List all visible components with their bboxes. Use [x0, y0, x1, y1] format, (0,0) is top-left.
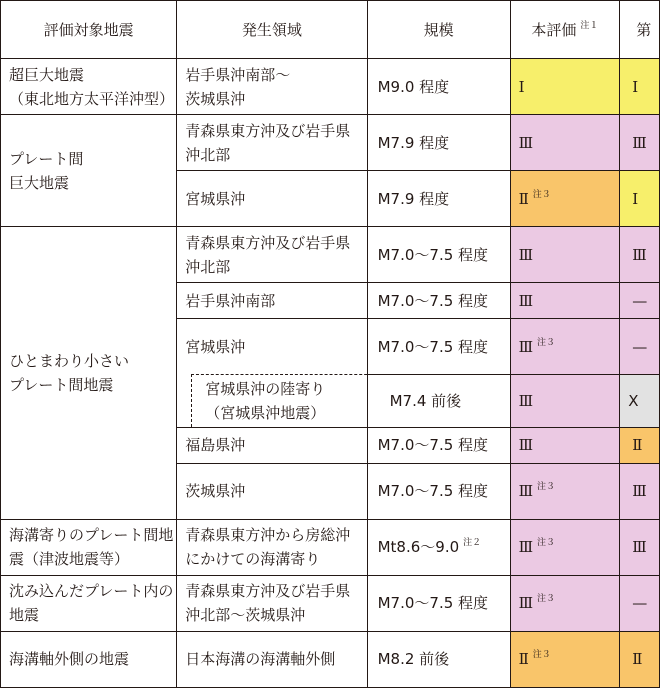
scale-cell: M8.2 前後 [367, 631, 510, 687]
eval-cell: Ⅲ $^{注3}$ [510, 463, 620, 519]
region-sub-cell [177, 375, 367, 428]
header-row [1, 1, 660, 59]
next-eval-cell: Ⅲ [620, 463, 660, 519]
header-eval [510, 1, 620, 59]
region-cell: 宮城県沖 [177, 319, 367, 375]
sub-region-label: 宮城県沖の陸寄り （宮城県沖地震） [205, 379, 326, 422]
next-eval-cell: Ⅱ [620, 631, 660, 687]
header-eval-note: 注１ [580, 20, 599, 31]
group-label: 海溝寄りのプレート間地 震（津波地震等） [1, 519, 177, 575]
scale-cell: M7.0〜7.5 程度 [367, 463, 510, 519]
region-cell: 青森県東方沖及び岩手県 沖北部〜茨城県沖 [177, 575, 367, 631]
region-cell: 青森県東方沖及び岩手県 沖北部 [177, 115, 367, 171]
region-cell: 青森県東方沖及び岩手県 沖北部 [177, 227, 367, 283]
scale-cell: M7.0〜7.5 程度 [367, 575, 510, 631]
region-cell: 岩手県沖南部〜 茨城県沖 [177, 59, 367, 115]
region-cell: 岩手県沖南部 [177, 283, 367, 319]
group-label: ひとまわり小さい プレート間地震 [1, 227, 177, 520]
scale-cell: M7.0〜7.5 程度 [367, 319, 510, 375]
eval-cell: Ⅲ $^{注3}$ [510, 575, 620, 631]
scale-cell: Mt8.6〜9.0 $^{注2}$ [367, 519, 510, 575]
group-label: プレート間 巨大地震 [1, 115, 177, 227]
scale-cell: M7.0〜7.5 程度 [367, 427, 510, 463]
next-eval-cell: Ⅲ [620, 227, 660, 283]
scale-cell: M7.9 程度 [367, 115, 510, 171]
eval-cell: Ⅱ $^{注3}$ [510, 171, 620, 227]
region-cell: 福島県沖 [177, 427, 367, 463]
scale-cell: M9.0 程度 [367, 59, 510, 115]
next-eval-cell: Ⅰ [620, 171, 660, 227]
header-region: 発生領域 [177, 1, 367, 59]
scale-cell: M7.0〜7.5 程度 [367, 283, 510, 319]
next-eval-cell: X [620, 375, 660, 428]
header-target: 評価対象地震 [1, 1, 177, 59]
header-eval-label: 本評価 [531, 20, 577, 39]
region-cell: 日本海溝の海溝軸外側 [177, 631, 367, 687]
eval-cell: Ⅰ [510, 59, 620, 115]
next-eval-cell: — [620, 319, 660, 375]
group-label: 海溝軸外側の地震 [1, 631, 177, 687]
next-eval-cell: — [620, 283, 660, 319]
region-cell: 宮城県沖 [177, 171, 367, 227]
eval-cell: Ⅲ [510, 115, 620, 171]
eval-cell: Ⅲ [510, 227, 620, 283]
header-next: 第 [620, 1, 660, 59]
table-row [1, 59, 660, 115]
group-label: 超巨大地震 （東北地方太平洋沖型） [1, 59, 177, 115]
header-scale: 規模 [367, 1, 510, 59]
table-row [1, 575, 660, 631]
eval-cell: Ⅲ [510, 427, 620, 463]
table-row [1, 227, 660, 283]
group-label: 沈み込んだプレート内の 地震 [1, 575, 177, 631]
eval-cell: Ⅲ $^{注3}$ [510, 319, 620, 375]
region-cell: 青森県東方沖から房総沖 にかけての海溝寄り [177, 519, 367, 575]
eval-cell: Ⅱ $^{注3}$ [510, 631, 620, 687]
region-cell: 茨城県沖 [177, 463, 367, 519]
table-row [1, 115, 660, 171]
eval-cell: Ⅲ [510, 375, 620, 428]
scale-cell: M7.0〜7.5 程度 [367, 227, 510, 283]
table-row [1, 631, 660, 687]
eval-cell: Ⅲ $^{注3}$ [510, 519, 620, 575]
next-eval-cell: Ⅱ [620, 427, 660, 463]
eval-cell: Ⅲ [510, 283, 620, 319]
next-eval-cell: Ⅰ [620, 59, 660, 115]
next-eval-cell: Ⅲ [620, 519, 660, 575]
next-eval-cell: — [620, 575, 660, 631]
table-row [1, 519, 660, 575]
scale-cell: M7.4 前後 [367, 375, 510, 428]
next-eval-cell: Ⅲ [620, 115, 660, 171]
scale-cell: M7.9 程度 [367, 171, 510, 227]
